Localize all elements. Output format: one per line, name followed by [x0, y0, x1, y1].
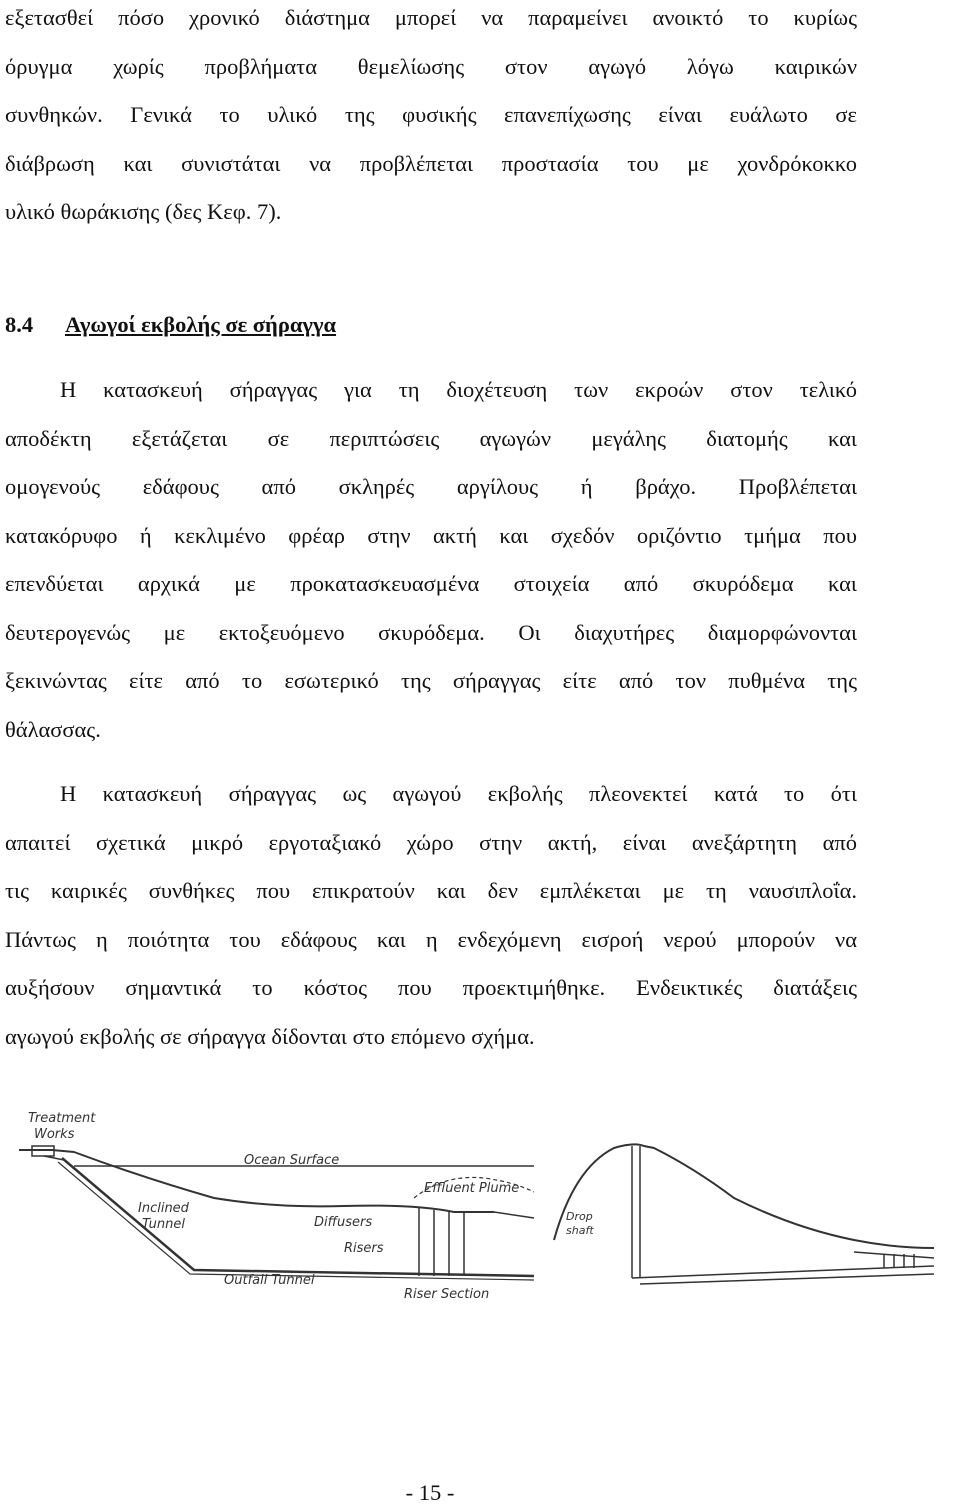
label-shaft: shaft: [566, 1224, 594, 1237]
text-line: κατακόρυφο ή κεκλιμένο φρέαρ στην ακτή και σχεδόν οριζόντιο τμήμα που: [5, 522, 857, 548]
horizontal-tunnel: [632, 1266, 934, 1284]
label-effluent-plume: Effluent Plume: [424, 1181, 520, 1196]
label-works: Works: [34, 1127, 75, 1142]
text-line: συνθηκών. Γενικά το υλικό της φυσικής επανεπίχωσης είναι ευάλωτο σε: [5, 102, 857, 127]
text-line: δευτερογενώς με εκτοξευόμενο σκυρόδεμα. Οι διαχυτήρες διαμορφώνονται: [5, 619, 857, 645]
label-tunnel: Tunnel: [142, 1217, 185, 1232]
text-line: εξετασθεί πόσο χρονικό διάστημα μπορεί να παραμείνει ανοικτό το κυρίως: [5, 5, 857, 30]
section-number: 8.4: [5, 312, 34, 337]
text-line: διάβρωση και συνιστάται να προβλέπεται προστασία του με χονδρόκοκκο: [5, 150, 857, 176]
label-riser-section: Riser Section: [404, 1287, 490, 1302]
label-ocean-surface: Ocean Surface: [244, 1153, 340, 1168]
text-line: απαιτεί σχετικά μικρό εργοταξιακό χώρο στην ακτή, είναι ανεξάρτητη από: [5, 829, 857, 855]
label-outfall-tunnel: Outfall Tunnel: [224, 1273, 315, 1288]
text-line: θάλασσας.: [5, 716, 101, 742]
section-heading: [5, 312, 336, 338]
text-line: τις καιρικές συνθήκες που επικρατούν και δεν εμπλέκεται με τη ναυσιπλοΐα.: [5, 878, 857, 903]
page-number: - 15 -: [405, 1480, 455, 1505]
riser: [419, 1208, 464, 1276]
text-line: αποδέκτη εξετάζεται σε περιπτώσεις αγωγών μεγάλης διατομής και: [5, 425, 857, 451]
paragraph-0: [5, 0, 857, 237]
text-line: όρυγμα χωρίς προβλήματα θεμελίωσης στον αγωγό λόγω καιρικών: [5, 53, 857, 79]
text-line: υλικό θωράκισης (δες Κεφ. 7).: [5, 199, 282, 224]
label-diffusers: Diffusers: [314, 1215, 373, 1230]
text-line: αγωγού εκβολής σε σήραγγα δίδονται στο επόμενο σχήμα.: [5, 1023, 535, 1049]
text-line: επενδύεται αρχικά με προκατασκευασμένα στοιχεία από σκυρόδεμα και: [5, 571, 857, 596]
label-risers: Risers: [344, 1241, 384, 1256]
label-inclined: Inclined: [138, 1201, 189, 1216]
drop-shaft-diagram: [554, 1144, 934, 1284]
inclined-tunnel: [62, 1158, 534, 1276]
text-line: ξεκινώντας είτε από το εσωτερικό της σήραγγας είτε από τον πυθμένα της: [5, 668, 857, 693]
paragraph-2: [5, 770, 857, 1061]
text-line: Η κατασκευή σήραγγας ως αγωγού εκβολής πλεονεκτεί κατά το ότι: [60, 781, 857, 806]
text-line: Η κατασκευή σήραγγας για τη διοχέτευση των εκροών στον τελικό: [60, 377, 857, 402]
section-title: Αγωγοί εκβολής σε σήραγγα: [65, 312, 337, 337]
text-line: ομογενούς εδάφους από σκληρές αργίλους ή βράχο. Προβλέπεται: [5, 474, 857, 499]
label-treatment: Treatment: [28, 1111, 96, 1126]
terrain-profile: [554, 1144, 934, 1248]
seabed-line: [494, 1212, 534, 1218]
right-diagram-labels: [566, 1210, 594, 1237]
text-line: Πάντως η ποιότητα του εδάφους και η ενδεχόμενη εισροή νερού μπορούν να: [5, 926, 857, 952]
text-line: αυξήσουν σημαντικά το κόστος που προεκτιμήθηκε. Ενδεικτικές διατάξεις: [5, 975, 857, 1000]
label-drop: Drop: [566, 1210, 593, 1223]
drop-shaft: [632, 1146, 640, 1278]
paragraph-1: [5, 366, 857, 754]
tunnel-outfall-figure: [14, 1108, 944, 1308]
